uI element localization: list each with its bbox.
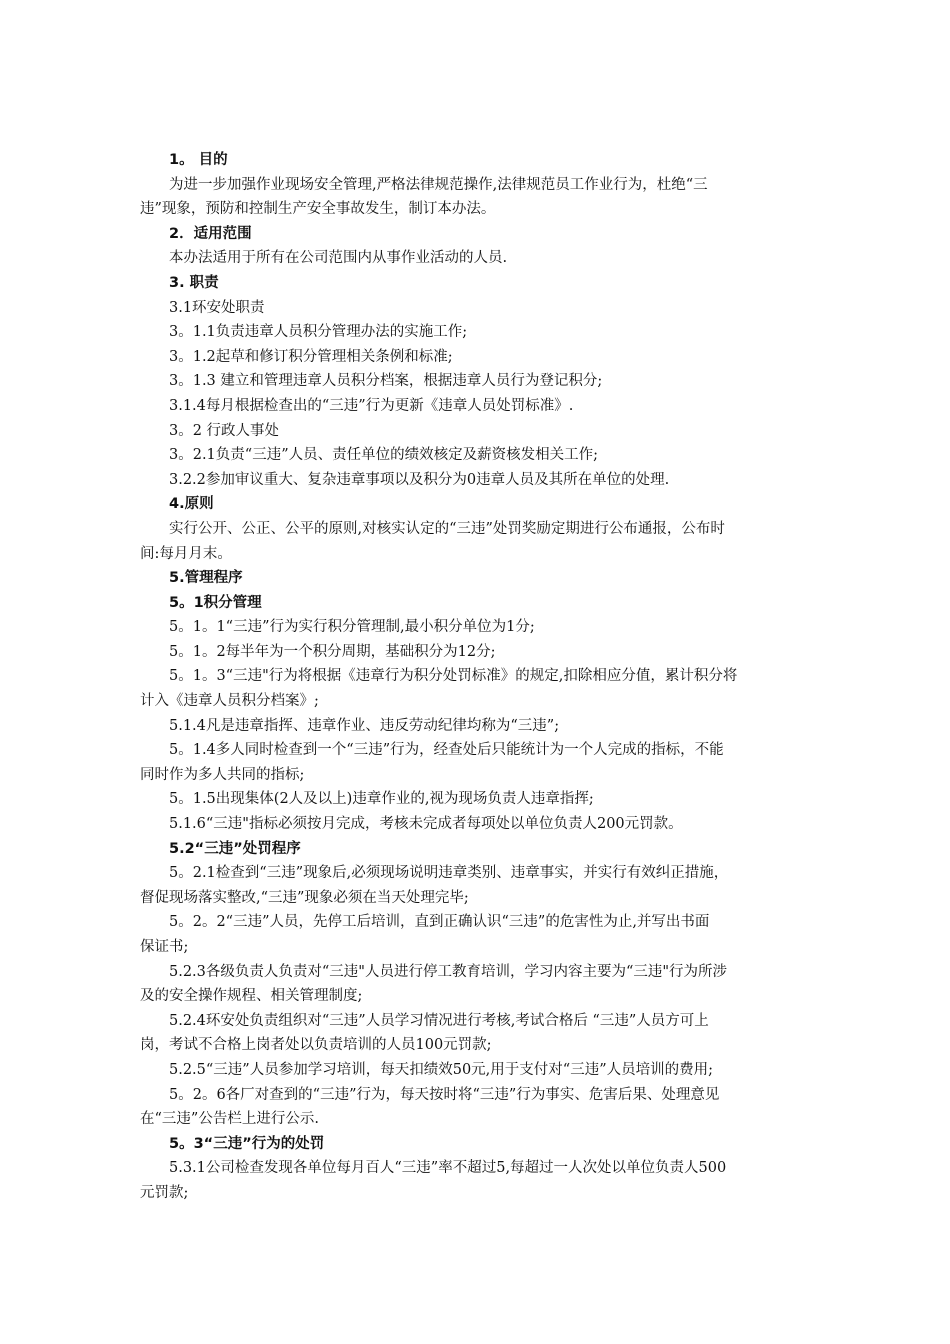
section-3-2-2: 3.2.2参加审议重大、复杂违章事项以及积分为0违章人员及其所在单位的处理. (169, 471, 670, 488)
section-2-title: 2．适用范围 (169, 225, 252, 242)
section-5-3-1-line-1: 5.3.1公司检查发现各单位每月百人“三违”率不超过5,每超过一人次处以单位负责人500 (169, 1160, 727, 1177)
section-1-title: 1。 目的 (169, 152, 228, 168)
section-3-title: 3. 职责 (169, 274, 219, 291)
section-5-1-4b-line-2: 同时作为多人共同的指标; (140, 766, 305, 783)
section-4-title: 4.原则 (169, 496, 214, 513)
section-5-2-3-line-2: 及的安全操作规程、相关管理制度; (140, 988, 363, 1005)
section-5-1-5: 5。1.5出现集体(2人及以上)违章作业的,视为现场负责人违章指挥; (169, 791, 594, 808)
section-3-2-1: 3。2.1负责“三违”人员、责任单位的绩效核定及薪资核发相关工作; (169, 447, 598, 464)
section-5-2-1-line-1: 5。2.1检查到“三违”现象后,必须现场说明违章类别、违章事实，并实行有效纠正措施， (169, 865, 729, 882)
section-5-2-title: 5.2“三违”处罚程序 (169, 840, 301, 857)
section-3-1-1: 3。1.1负责违章人员积分管理办法的实施工作; (169, 324, 468, 341)
document-page (140, 148, 840, 1206)
section-5-1-title: 5。1积分管理 (169, 594, 262, 611)
section-5-2-1-line-2: 督促现场落实整改,“三违”现象必须在当天处理完毕; (140, 889, 469, 906)
section-5-2-3-line-1: 5.2.3各级负责人负责对“三违"人员进行停工教育培训，学习内容主要为“三违"行为所涉 (169, 963, 728, 980)
section-5-3-1-line-2: 元罚款; (140, 1184, 189, 1201)
section-3-1-2: 3。1.2起草和修订积分管理相关条例和标准; (169, 348, 453, 365)
section-5-2-2-line-2: 保证书; (140, 939, 189, 955)
section-3-1-3: 3。1.3 建立和管理违章人员积分档案，根据违章人员行为登记积分; (169, 373, 603, 390)
section-5-2-6-line-1: 5。2。6各厂对查到的“三违”行为，每天按时将“三违”行为事实、危害后果、处理意见 (169, 1086, 720, 1103)
section-5-1-3-line-1: 5。1。3“三违"行为将根据《违章行为积分处罚标准》的规定,扣除相应分值，累计积分将 (169, 668, 738, 685)
section-3-2: 3。2 行政人事处 (169, 422, 280, 439)
section-2-paragraph: 本办法适用于所有在公司范围内从事作业活动的人员. (169, 250, 508, 267)
section-5-1-4: 5.1.4凡是违章指挥、违章作业、违反劳动纪律均称为“三违”; (169, 717, 560, 734)
section-5-title: 5.管理程序 (169, 570, 243, 587)
section-5-2-2-line-1: 5。2。2“三违”人员，先停工后培训，直到正确认识“三违”的危害性为止,并写出书面 (169, 914, 710, 931)
section-5-2-6-line-2: 在“三违”公告栏上进行公示. (140, 1111, 319, 1128)
section-5-2-4-line-2: 岗，考试不合格上岗者处以负责培训的人员100元罚款; (140, 1037, 492, 1054)
section-3-1-4: 3.1.4每月根据检查出的“三违”行为更新《违章人员处罚标准》. (169, 397, 574, 414)
section-5-2-5: 5.2.5“三违”人员参加学习培训，每天扣绩效50元,用于支付对“三违”人员培训的费用; (169, 1061, 713, 1078)
section-5-1-6: 5.1.6“三违"指标必须按月完成，考核未完成者每项处以单位负责人200元罚款。 (169, 816, 683, 833)
section-5-2-4-line-1: 5.2.4环安处负责组织对“三违”人员学习情况进行考核,考试合格后 “三违”人员方可上 (169, 1012, 709, 1029)
section-5-1-2: 5。1。2每半年为一个积分周期，基础积分为12分; (169, 643, 496, 660)
section-5-1-3-line-2: 计入《违章人员积分档案》; (140, 693, 319, 710)
section-4-paragraph-line-2: 间:每月月末。 (140, 545, 232, 562)
section-5-1-4b-line-1: 5。1.4多人同时检查到一个“三违”行为，经查处后只能统计为一个人完成的指标，不能 (169, 742, 724, 759)
section-3-1: 3.1环安处职责 (169, 299, 265, 316)
section-5-1-1: 5。1。1“三违”行为实行积分管理制,最小积分单位为1分; (169, 619, 535, 636)
section-5-3-title: 5。3“三违”行为的处罚 (169, 1135, 325, 1152)
section-1-paragraph-line-1: 为进一步加强作业现场安全管理,严格法律规范操作,法律规范员工作业行为，杜绝“三 (169, 176, 708, 193)
section-1-paragraph-line-2: 违”现象，预防和控制生产安全事故发生，制订本办法。 (140, 201, 496, 218)
section-4-paragraph-line-1: 实行公开、公正、公平的原则,对核实认定的“三违”处罚奖励定期进行公布通报，公布时 (169, 520, 725, 537)
